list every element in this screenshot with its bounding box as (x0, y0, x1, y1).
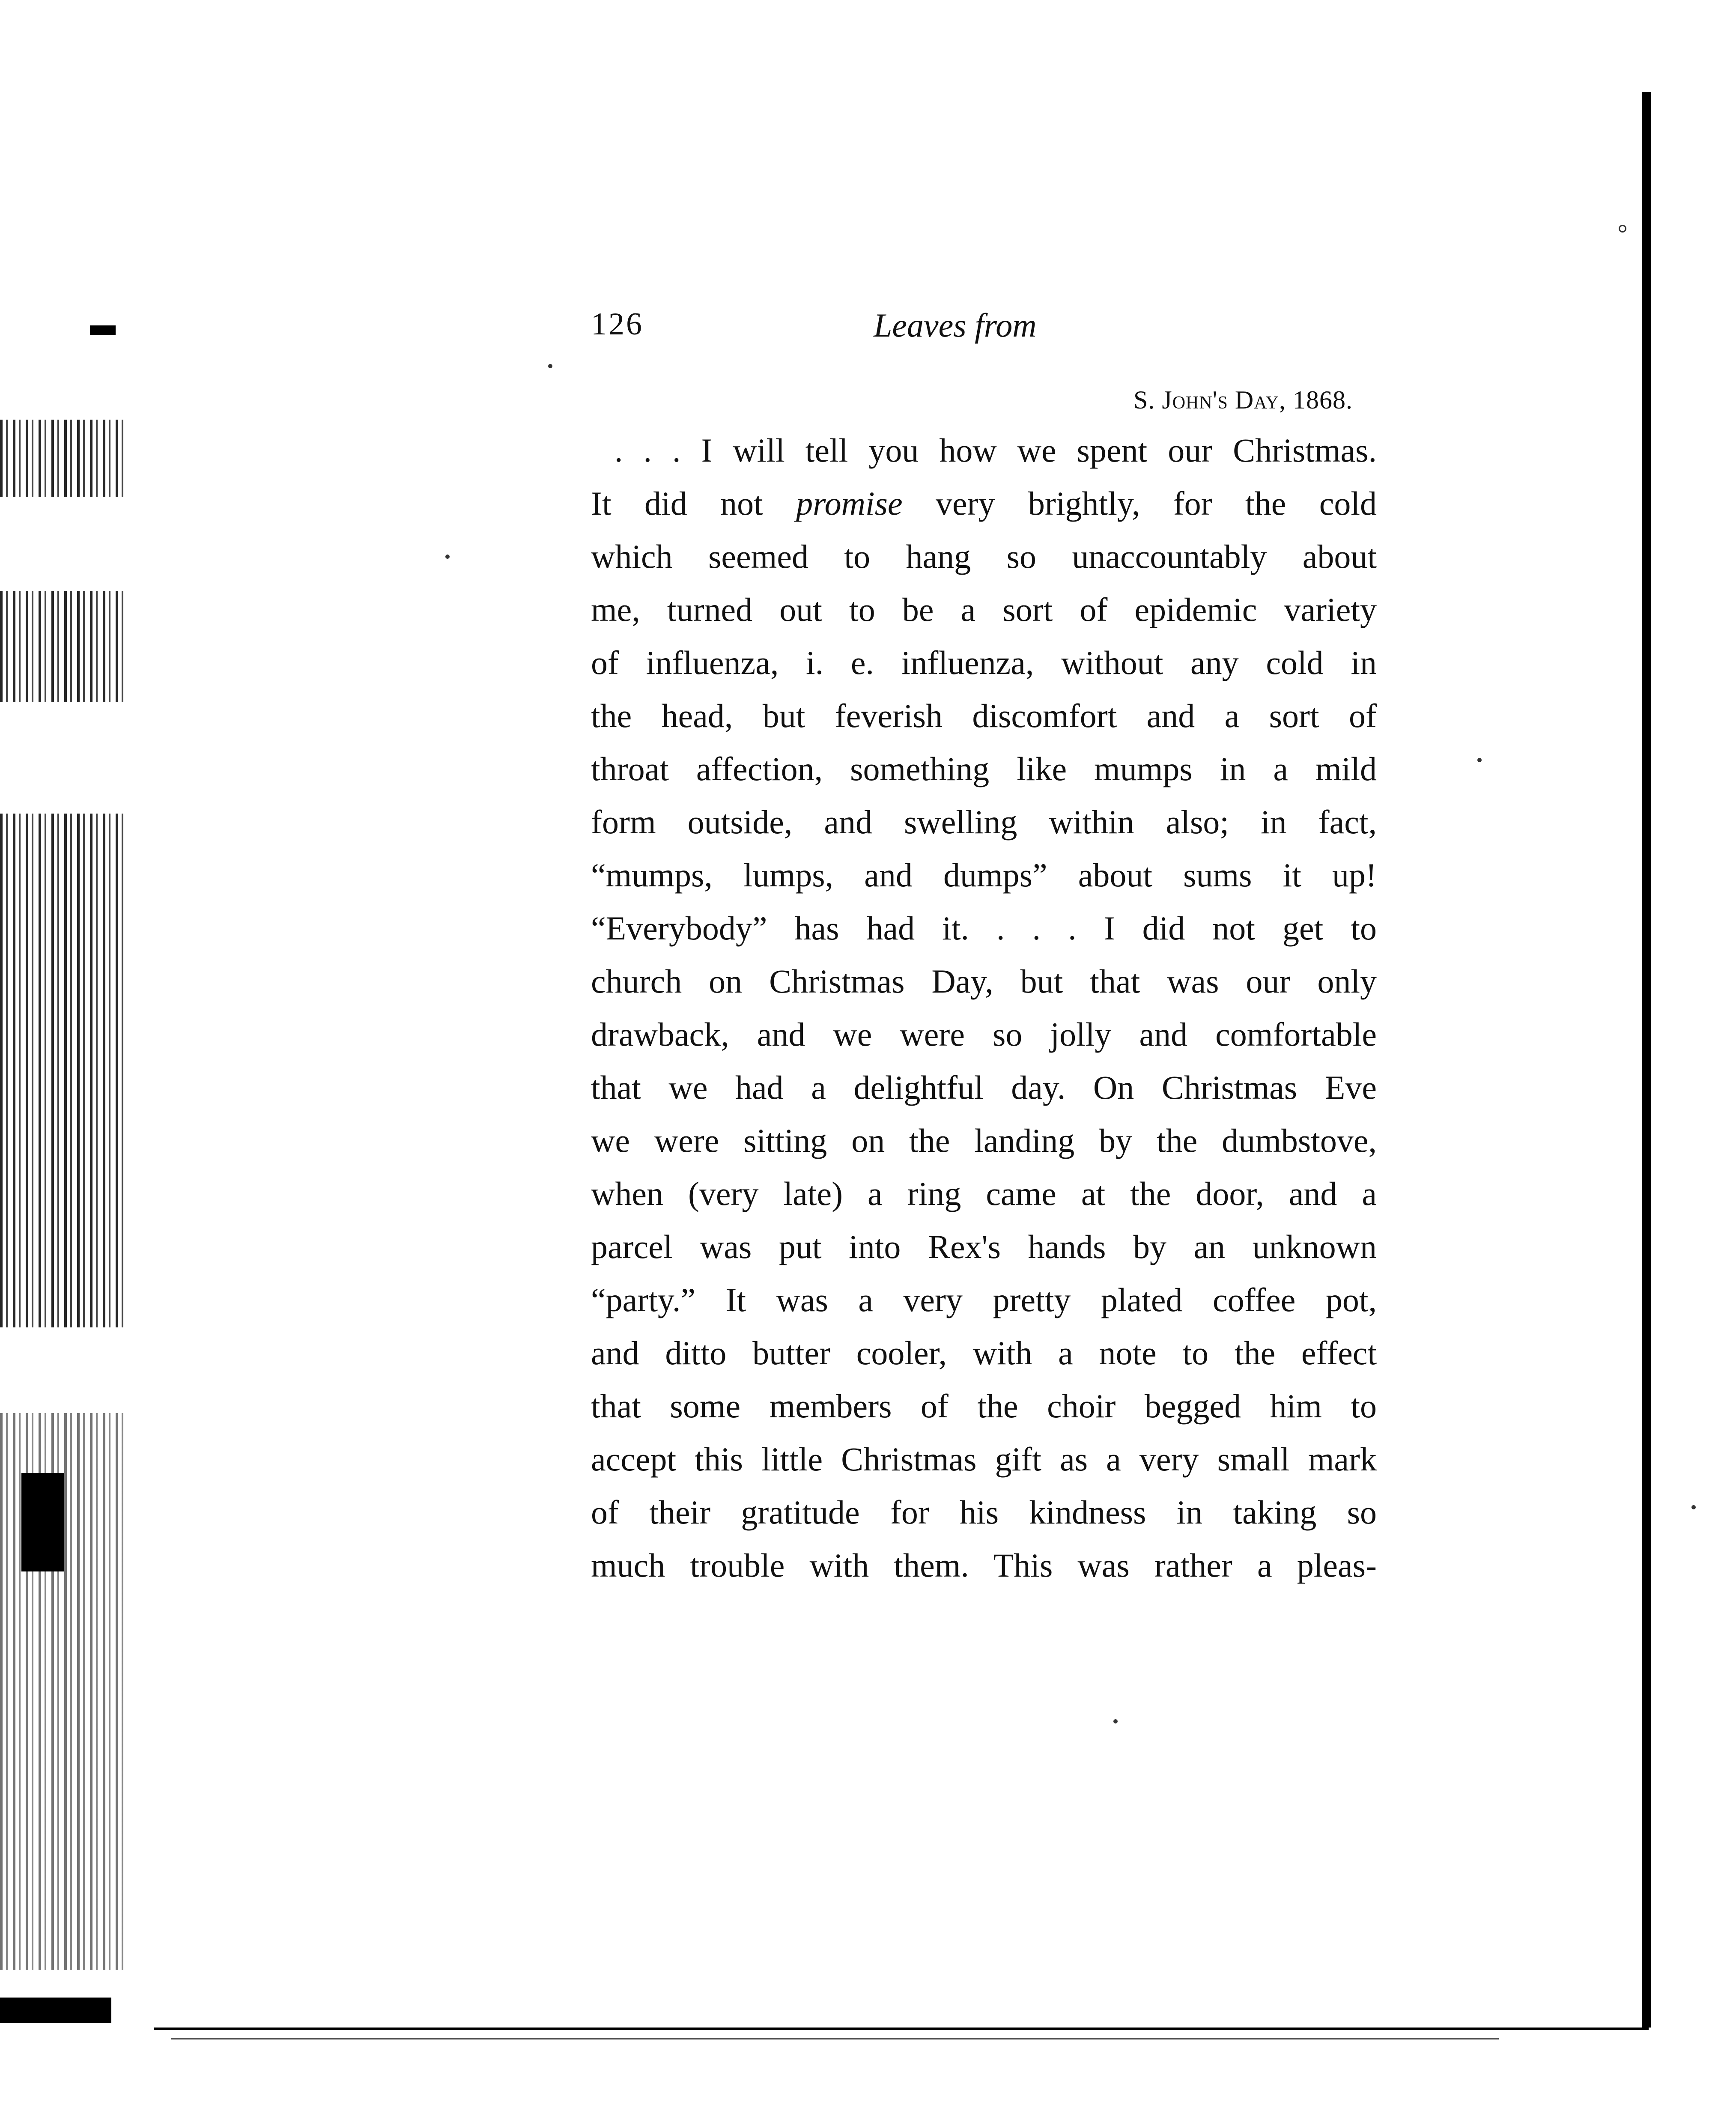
dust-speck (1113, 1719, 1118, 1723)
text-line: throat affection, something like mumps in a mild (591, 750, 1377, 787)
text-line: . . . I will tell you how we spent our Christmas. (614, 432, 1377, 469)
binding-shadow (90, 325, 116, 335)
binding-gutter (0, 814, 128, 1327)
page-number: 126 (591, 307, 644, 342)
dust-speck (1691, 1505, 1696, 1509)
text-line: “party.” It was a very pretty plated coffee pot, (591, 1281, 1377, 1318)
text-line: form outside, and swelling within also; in fact, (591, 803, 1377, 841)
binding-gutter (0, 420, 128, 497)
text-line: which seemed to hang so unaccountably about (591, 538, 1377, 575)
text-line: the head, but feverish discomfort and a sort of (591, 697, 1377, 734)
page-bottom-edge (154, 2028, 1649, 2030)
text-line: of their gratitude for his kindness in taking so (591, 1494, 1377, 1531)
text-line: of influenza, i. e. influenza, without any cold in (591, 644, 1377, 681)
text-line: parcel was put into Rex's hands by an unknown (591, 1228, 1377, 1265)
binding-shadow (21, 1473, 64, 1571)
emphasis: promise (796, 485, 903, 522)
body-text (591, 424, 1377, 1592)
text-line: that some members of the choir begged him to (591, 1387, 1377, 1425)
dust-speck (445, 555, 450, 559)
text-line: much trouble with them. This was rather a pleas- (591, 1547, 1377, 1584)
text-line: that we had a delightful day. On Christmas Eve (591, 1069, 1377, 1106)
text-line: “Everybody” has had it. . . . I did not get to (591, 909, 1377, 947)
text-line: church on Christmas Day, but that was our only (591, 963, 1377, 1000)
dateline: S. John's Day, 1868. (1133, 386, 1353, 414)
text-line: “mumps, lumps, and dumps” about sums it up! (591, 856, 1377, 894)
text-line: we were sitting on the landing by the dumbstove, (591, 1122, 1377, 1159)
dust-speck (548, 364, 552, 368)
binding-gutter (0, 1413, 128, 1970)
text-line: when (very late) a ring came at the door, and a (591, 1175, 1377, 1212)
page-bottom-edge (171, 2038, 1499, 2039)
running-title: Leaves from (874, 307, 1037, 344)
text-line: and ditto butter cooler, with a note to the effect (591, 1334, 1377, 1372)
dust-speck (1619, 225, 1626, 233)
text-line: me, turned out to be a sort of epidemic variety (591, 591, 1377, 628)
text-line: accept this little Christmas gift as a very small mark (591, 1440, 1377, 1478)
binding-shadow (0, 1998, 111, 2023)
page-right-edge (1642, 92, 1651, 2028)
text-line: drawback, and we were so jolly and comfortable (591, 1016, 1377, 1053)
dust-speck (1477, 758, 1482, 762)
binding-gutter (0, 591, 128, 702)
running-head (591, 306, 1353, 353)
text-line: It did not promise very brightly, for the cold (591, 485, 1377, 522)
